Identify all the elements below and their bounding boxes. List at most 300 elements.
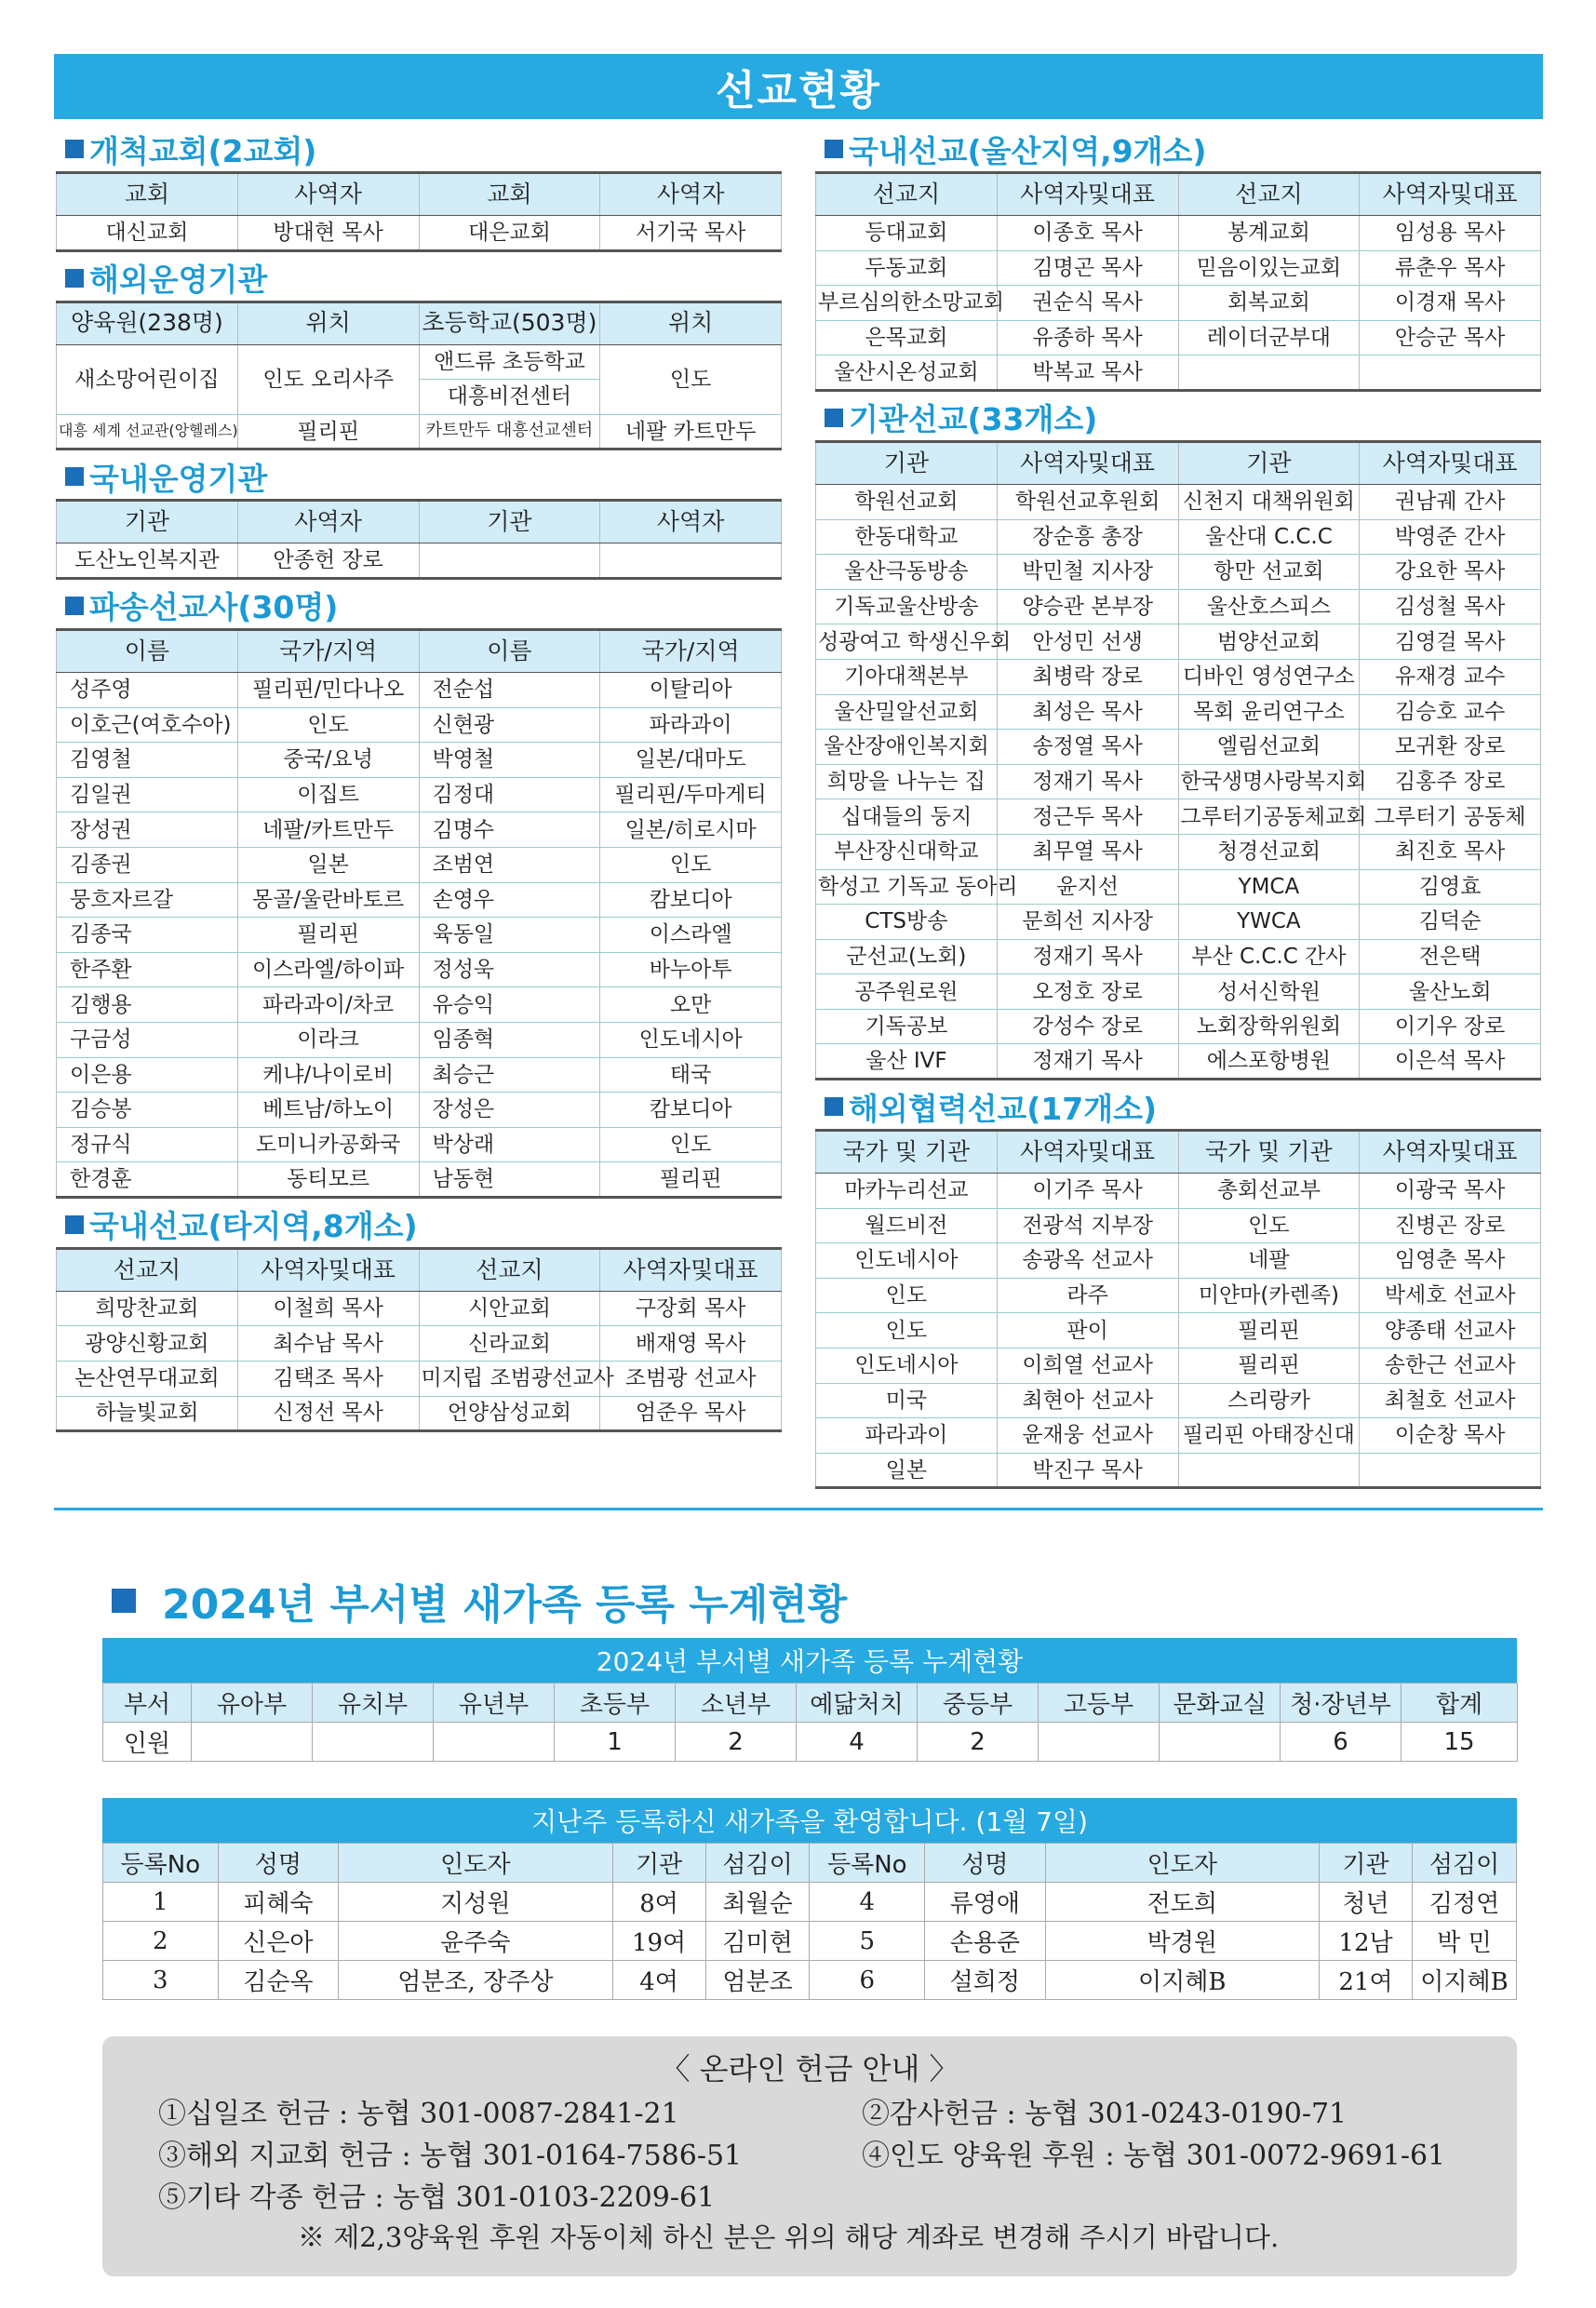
table-cell: 장성권 bbox=[57, 812, 238, 848]
table-cell: 최무열 목사 bbox=[997, 834, 1178, 869]
table-cell: 대흥비전센터 bbox=[419, 380, 600, 415]
table-header-cell: 사역자및대표 bbox=[600, 1248, 782, 1291]
table-cell bbox=[313, 1723, 434, 1762]
table-cell: 김미현 bbox=[705, 1922, 810, 1961]
table-cell: 인도 오리사주 bbox=[237, 344, 419, 414]
table-header-cell: 사역자및대표 bbox=[997, 173, 1178, 216]
table-cell: 김영효 bbox=[1360, 869, 1541, 905]
table-cell: 4 bbox=[810, 1883, 925, 1922]
table-cell: 하늘빛교회 bbox=[57, 1396, 238, 1431]
table-cell: 한국생명사랑복지회 bbox=[1178, 764, 1360, 799]
table-header-cell: 위치 bbox=[600, 302, 782, 344]
table-row bbox=[103, 1883, 1517, 1922]
table-row bbox=[816, 1278, 1541, 1313]
table-row bbox=[816, 1383, 1541, 1418]
table-header-cell: 사역자및대표 bbox=[997, 441, 1178, 484]
table-cell: 김명곤 목사 bbox=[997, 250, 1178, 286]
table-cell: 봉계교회 bbox=[1178, 216, 1360, 251]
table-cell: 등대교회 bbox=[816, 216, 998, 251]
welcome-table-title: 지난주 등록하신 새가족을 환영합니다. (1월 7일) bbox=[102, 1798, 1517, 1843]
table-header-cell: 기관 bbox=[1178, 441, 1360, 484]
table-header-cell: 교회 bbox=[57, 173, 238, 216]
table-cell: 미국 bbox=[816, 1383, 998, 1418]
table-cell: 모귀환 장로 bbox=[1360, 730, 1541, 765]
table-row bbox=[816, 624, 1541, 660]
table-cell: 캄보디아 bbox=[600, 1093, 782, 1128]
table-cell: 미얀마(카렌족) bbox=[1178, 1278, 1360, 1313]
table-cell: 엄분조 bbox=[705, 1961, 810, 2000]
table-header-cell: 청·장년부 bbox=[1281, 1684, 1402, 1723]
table-cell: 파라과이/차코 bbox=[237, 987, 419, 1023]
table-cell: 울산 IVF bbox=[816, 1044, 998, 1080]
table-header-row bbox=[57, 501, 782, 543]
table-cell: 필리핀 아태장신대 bbox=[1178, 1418, 1360, 1454]
table-cell: 동티모르 bbox=[237, 1162, 419, 1198]
section-title bbox=[56, 584, 782, 628]
table-cell bbox=[1178, 356, 1360, 391]
table-cell: 필리핀 bbox=[237, 414, 419, 450]
donation-note: ※ 제2,3양육원 후원 자동이체 하신 분은 위의 해당 계좌로 변경해 주시기 바랍니다. bbox=[298, 2221, 1280, 2253]
table-cell: 임영춘 목사 bbox=[1360, 1243, 1541, 1279]
table-cell: 인도 bbox=[237, 707, 419, 743]
table-header-cell: 사역자및대표 bbox=[237, 1248, 419, 1291]
table-cell: 미지립 조범광선교사 bbox=[419, 1362, 600, 1397]
table-cell: 서기국 목사 bbox=[600, 216, 782, 251]
table-row bbox=[57, 543, 782, 579]
table-cell: YWCA bbox=[1178, 905, 1360, 940]
table-cell: 최월순 bbox=[705, 1883, 810, 1922]
table-cell: 3 bbox=[103, 1961, 219, 2000]
section-table bbox=[815, 171, 1541, 392]
table-cell: 장성은 bbox=[419, 1093, 600, 1128]
table-cell: 1 bbox=[555, 1723, 676, 1762]
table-cell: 정성욱 bbox=[419, 952, 600, 987]
table-cell: 광양신황교회 bbox=[57, 1326, 238, 1362]
table-cell: 앤드류 초등학교 bbox=[419, 344, 600, 380]
table-header-row bbox=[816, 441, 1541, 484]
table-header-cell: 사역자및대표 bbox=[1360, 1131, 1541, 1174]
section-title-text: 개척교회(2교회) bbox=[89, 132, 317, 169]
table-cell bbox=[419, 543, 600, 579]
table-row bbox=[57, 987, 782, 1023]
table-cell: 범양선교회 bbox=[1178, 624, 1360, 660]
table-cell: 박복교 목사 bbox=[997, 356, 1178, 391]
table-cell: 군선교(노회) bbox=[816, 939, 998, 974]
table-cell: 김일권 bbox=[57, 777, 238, 812]
section-table bbox=[56, 499, 782, 580]
table-cell: 박상래 bbox=[419, 1127, 600, 1162]
table-cell: 이기우 장로 bbox=[1360, 1009, 1541, 1044]
table-row bbox=[57, 952, 782, 987]
table-cell: 기독공보 bbox=[816, 1009, 998, 1044]
table-row bbox=[816, 1208, 1541, 1243]
table-row bbox=[57, 1093, 782, 1128]
table-cell: 필리핀 bbox=[600, 1162, 782, 1198]
table-row bbox=[57, 344, 782, 380]
table-cell: 6 bbox=[1281, 1723, 1402, 1762]
table-row bbox=[816, 589, 1541, 624]
table-header-cell: 고등부 bbox=[1039, 1684, 1160, 1723]
table-cell: 십대들의 둥지 bbox=[816, 799, 998, 835]
table-header-cell: 국가/지역 bbox=[237, 629, 419, 672]
table-cell bbox=[1360, 356, 1541, 391]
table-row bbox=[57, 1326, 782, 1362]
table-header-row bbox=[57, 302, 782, 344]
registry-table-title: 2024년 부서별 새가족 등록 누계현황 bbox=[102, 1638, 1517, 1683]
table-header-row bbox=[816, 173, 1541, 216]
table-row bbox=[57, 918, 782, 953]
table-cell: 에스포항병원 bbox=[1178, 1044, 1360, 1080]
table-cell: 성광여고 학생신우회 bbox=[816, 624, 998, 660]
table-header-cell: 사역자 bbox=[600, 173, 782, 216]
table-row bbox=[57, 672, 782, 707]
table-cell: 최승근 bbox=[419, 1057, 600, 1093]
table-header-cell: 위치 bbox=[237, 302, 419, 344]
table-header-row bbox=[816, 1131, 1541, 1174]
table-cell: 양종태 선교사 bbox=[1360, 1313, 1541, 1349]
table-header-row bbox=[57, 1248, 782, 1291]
table-cell: 일본 bbox=[816, 1453, 998, 1488]
table-cell: 울산호스피스 bbox=[1178, 589, 1360, 624]
table-header-cell: 문화교실 bbox=[1160, 1684, 1281, 1723]
table-cell: 최현아 선교사 bbox=[997, 1383, 1178, 1418]
table-cell: 손영우 bbox=[419, 882, 600, 918]
table-cell: 시안교회 bbox=[419, 1291, 600, 1326]
table-cell: 부르심의한소망교회 bbox=[816, 286, 998, 321]
table-cell: 이집트 bbox=[237, 777, 419, 812]
table-cell: 양승관 본부장 bbox=[997, 589, 1178, 624]
table-cell: 박영철 bbox=[419, 743, 600, 778]
table-cell: 카트만두 대흥선교센터 bbox=[419, 414, 600, 450]
table-cell: 2 bbox=[676, 1723, 797, 1762]
table-row bbox=[816, 694, 1541, 730]
table-cell: 마카누리선교 bbox=[816, 1174, 998, 1209]
table-cell: 인도 bbox=[1178, 1208, 1360, 1243]
table-cell: 신정선 목사 bbox=[237, 1396, 419, 1431]
table-row bbox=[816, 519, 1541, 555]
table-cell: 류춘우 목사 bbox=[1360, 250, 1541, 286]
donation-box bbox=[102, 2036, 1517, 2276]
table-cell: 그루터기 공동체 bbox=[1360, 799, 1541, 835]
table-cell: 안성민 선생 bbox=[997, 624, 1178, 660]
table-cell: 이은석 목사 bbox=[1360, 1044, 1541, 1080]
table-cell: 박영준 간사 bbox=[1360, 519, 1541, 555]
table-header-cell: 양육원(238명) bbox=[57, 302, 238, 344]
table-cell: 인도 bbox=[600, 1127, 782, 1162]
table-cell: 노회장학위원회 bbox=[1178, 1009, 1360, 1044]
table-cell: 김종권 bbox=[57, 847, 238, 882]
table-header-cell: 사역자 bbox=[600, 501, 782, 543]
table-cell: 임종혁 bbox=[419, 1022, 600, 1057]
table-cell: 인도 bbox=[816, 1278, 998, 1313]
table-cell: 정재기 목사 bbox=[997, 1044, 1178, 1080]
table-cell: 진병곤 장로 bbox=[1360, 1208, 1541, 1243]
table-cell: 엄준우 목사 bbox=[600, 1396, 782, 1431]
table-row bbox=[57, 1127, 782, 1162]
table-row bbox=[816, 905, 1541, 940]
table-row bbox=[816, 939, 1541, 974]
table-cell: 엘림선교회 bbox=[1178, 730, 1360, 765]
table-cell: 윤지선 bbox=[997, 869, 1178, 905]
table-cell: 성서신학원 bbox=[1178, 974, 1360, 1010]
table-cell: 네팔/카트만두 bbox=[237, 812, 419, 848]
table-cell: 설희정 bbox=[925, 1961, 1046, 2000]
table-cell: 중국/요녕 bbox=[237, 743, 419, 778]
table-row bbox=[816, 764, 1541, 799]
table-cell: 전순섭 bbox=[419, 672, 600, 707]
table-row bbox=[816, 730, 1541, 765]
table-cell: 윤재웅 선교사 bbox=[997, 1418, 1178, 1454]
table-cell: 피혜숙 bbox=[218, 1883, 339, 1922]
table-cell: 김행용 bbox=[57, 987, 238, 1023]
table-cell bbox=[192, 1723, 313, 1762]
table-cell: 항만 선교회 bbox=[1178, 555, 1360, 590]
page-banner: 선교현황 bbox=[54, 54, 1543, 119]
table-cell: 이광국 목사 bbox=[1360, 1174, 1541, 1209]
table-cell: 김승봉 bbox=[57, 1093, 238, 1128]
square-bullet-icon bbox=[65, 467, 84, 486]
table-cell: 학원선교회 bbox=[816, 484, 998, 519]
table-header-cell: 기관 bbox=[419, 501, 600, 543]
table-row bbox=[57, 1057, 782, 1093]
table-cell: 청경선교회 bbox=[1178, 834, 1360, 869]
table-cell: 최병락 장로 bbox=[997, 659, 1178, 694]
table-cell: 안종헌 장로 bbox=[237, 543, 419, 579]
table-header-cell: 성명 bbox=[925, 1844, 1046, 1883]
table-cell bbox=[434, 1723, 555, 1762]
registry-table-box bbox=[102, 1638, 1517, 1762]
table-cell: 네팔 카트만두 bbox=[600, 414, 782, 450]
table-cell: 뭉흐자르갈 bbox=[57, 882, 238, 918]
table-header-row bbox=[103, 1684, 1518, 1723]
table-row bbox=[816, 1174, 1541, 1209]
table-row bbox=[816, 216, 1541, 251]
table-cell: 최진호 목사 bbox=[1360, 834, 1541, 869]
table-cell: 캄보디아 bbox=[600, 882, 782, 918]
table-cell: 월드비전 bbox=[816, 1208, 998, 1243]
table-header-cell: 유년부 bbox=[434, 1684, 555, 1723]
table-cell: 희망찬교회 bbox=[57, 1291, 238, 1326]
table-cell: 디바인 영성연구소 bbox=[1178, 659, 1360, 694]
table-row bbox=[816, 1418, 1541, 1454]
table-cell: 송한근 선교사 bbox=[1360, 1349, 1541, 1384]
table-cell: 한경훈 bbox=[57, 1162, 238, 1198]
table-cell: 이스라엘/하이파 bbox=[237, 952, 419, 987]
table-cell: 전광석 지부장 bbox=[997, 1208, 1178, 1243]
table-header-cell: 기관 bbox=[1319, 1844, 1412, 1883]
table-cell: 정규식 bbox=[57, 1127, 238, 1162]
table-cell bbox=[1160, 1723, 1281, 1762]
square-bullet-icon bbox=[825, 409, 843, 427]
table-row bbox=[57, 414, 782, 450]
section-title bbox=[56, 454, 782, 499]
section-title bbox=[815, 127, 1541, 171]
table-row bbox=[816, 974, 1541, 1010]
table-row bbox=[816, 1313, 1541, 1349]
table-header-row bbox=[103, 1844, 1517, 1883]
donation-title: 〈 온라인 헌금 안내 〉 bbox=[660, 2051, 959, 2087]
table-cell: 파라과이 bbox=[600, 707, 782, 743]
table-header-cell: 초등학교(503명) bbox=[419, 302, 600, 344]
table-cell: 21여 bbox=[1319, 1961, 1412, 2000]
table-cell: 파라과이 bbox=[816, 1418, 998, 1454]
table-cell: 안승군 목사 bbox=[1360, 320, 1541, 356]
table-cell: 울산밀알선교회 bbox=[816, 694, 998, 730]
table-header-cell: 인도자 bbox=[339, 1844, 612, 1883]
table-cell: 이지혜B bbox=[1413, 1961, 1517, 2000]
table-cell: 장순흥 총장 bbox=[997, 519, 1178, 555]
table-cell: 기독교울산방송 bbox=[816, 589, 998, 624]
table-cell: 류영애 bbox=[925, 1883, 1046, 1922]
table-cell: 언양삼성교회 bbox=[419, 1396, 600, 1431]
table-header-cell: 선교지 bbox=[57, 1248, 238, 1291]
table-row bbox=[816, 484, 1541, 519]
table-cell: 공주원로원 bbox=[816, 974, 998, 1010]
table-cell: 김명수 bbox=[419, 812, 600, 848]
table-cell: 대신교회 bbox=[57, 216, 238, 251]
section-title bbox=[56, 1202, 782, 1247]
table-cell: 한동대학교 bbox=[816, 519, 998, 555]
table-header-cell: 부서 bbox=[103, 1684, 192, 1723]
table-cell: 두동교회 bbox=[816, 250, 998, 286]
table-header-cell: 이름 bbox=[57, 629, 238, 672]
table-cell: 대흥 세계 선교관(앙헬레스) bbox=[57, 414, 238, 450]
table-row bbox=[57, 216, 782, 251]
table-cell: 케냐/나이로비 bbox=[237, 1057, 419, 1093]
table-header-cell: 합계 bbox=[1402, 1684, 1518, 1723]
table-cell bbox=[600, 543, 782, 579]
table-header-cell: 사역자및대표 bbox=[997, 1131, 1178, 1174]
table-row bbox=[57, 847, 782, 882]
table-header-cell: 기관 bbox=[816, 441, 998, 484]
table-cell: 8여 bbox=[612, 1883, 705, 1922]
table-header-row bbox=[57, 173, 782, 216]
table-header-cell: 중등부 bbox=[918, 1684, 1039, 1723]
table-cell: 부산 C.C.C 간사 bbox=[1178, 939, 1360, 974]
table-cell: 육동일 bbox=[419, 918, 600, 953]
table-cell: 이지혜B bbox=[1045, 1961, 1319, 2000]
table-cell: 엄분조, 장주상 bbox=[339, 1961, 612, 2000]
section-title bbox=[56, 256, 782, 301]
table-cell: 유재경 교수 bbox=[1360, 659, 1541, 694]
table-cell: 정근두 목사 bbox=[997, 799, 1178, 835]
table-cell: 울산노회 bbox=[1360, 974, 1541, 1010]
table-cell: 베트남/하노이 bbox=[237, 1093, 419, 1128]
table-header-cell: 초등부 bbox=[555, 1684, 676, 1723]
table-row bbox=[57, 743, 782, 778]
table-cell: 남동현 bbox=[419, 1162, 600, 1198]
table-cell: 박진구 목사 bbox=[997, 1453, 1178, 1488]
table-row bbox=[57, 1291, 782, 1326]
table-cell: 권남궤 간사 bbox=[1360, 484, 1541, 519]
table-cell: 전은택 bbox=[1360, 939, 1541, 974]
table-cell: 전도희 bbox=[1045, 1883, 1319, 1922]
table-cell: 이탈리아 bbox=[600, 672, 782, 707]
table-header-cell: 교회 bbox=[419, 173, 600, 216]
table-cell: 조범광 선교사 bbox=[600, 1362, 782, 1397]
square-bullet-icon bbox=[65, 269, 84, 288]
table-cell: 이기주 목사 bbox=[997, 1174, 1178, 1209]
table-cell: 구장회 목사 bbox=[600, 1291, 782, 1326]
section-table bbox=[56, 301, 782, 451]
table-cell: 임성용 목사 bbox=[1360, 216, 1541, 251]
table-cell: 일본/히로시마 bbox=[600, 812, 782, 848]
table-cell: YMCA bbox=[1178, 869, 1360, 905]
table-cell: 이순창 목사 bbox=[1360, 1418, 1541, 1454]
table-cell: 손용준 bbox=[925, 1922, 1046, 1961]
right-column bbox=[815, 123, 1541, 1489]
table-header-cell: 사역자 bbox=[237, 501, 419, 543]
table-header-cell: 사역자및대표 bbox=[1360, 441, 1541, 484]
table-cell: 라주 bbox=[997, 1278, 1178, 1313]
table-cell: 정재기 목사 bbox=[997, 764, 1178, 799]
table-cell: 성주영 bbox=[57, 672, 238, 707]
table-cell: 김종국 bbox=[57, 918, 238, 953]
table-cell: 네팔 bbox=[1178, 1243, 1360, 1279]
table-row bbox=[816, 799, 1541, 835]
table-cell: 김택조 목사 bbox=[237, 1362, 419, 1397]
table-header-cell: 선교지 bbox=[419, 1248, 600, 1291]
table-cell: 울산시온성교회 bbox=[816, 356, 998, 391]
table-cell: 2 bbox=[103, 1922, 219, 1961]
square-bullet-icon bbox=[65, 597, 84, 615]
table-header-cell: 등록No bbox=[810, 1844, 925, 1883]
table-header-cell: 성명 bbox=[218, 1844, 339, 1883]
table-cell: 5 bbox=[810, 1922, 925, 1961]
table-cell: 김정대 bbox=[419, 777, 600, 812]
table-cell: 도미니카공화국 bbox=[237, 1127, 419, 1162]
table-cell: 일본/대마도 bbox=[600, 743, 782, 778]
table-cell: 김승호 교수 bbox=[1360, 694, 1541, 730]
table-header-cell: 소년부 bbox=[676, 1684, 797, 1723]
table-header-cell: 선교지 bbox=[1178, 173, 1360, 216]
table-cell: 유승익 bbox=[419, 987, 600, 1023]
table-row bbox=[57, 882, 782, 918]
table-cell: 한주환 bbox=[57, 952, 238, 987]
table-cell: 신현광 bbox=[419, 707, 600, 743]
welcome-table bbox=[102, 1843, 1517, 2000]
table-cell: 이은용 bbox=[57, 1057, 238, 1093]
registry-heading bbox=[112, 1571, 847, 1630]
table-cell: 인도네시아 bbox=[816, 1243, 998, 1279]
section-title-text: 기관선교(33개소) bbox=[849, 401, 1098, 438]
table-cell: 청년 bbox=[1319, 1883, 1412, 1922]
table-cell: 권순식 목사 bbox=[997, 286, 1178, 321]
welcome-table-box bbox=[102, 1798, 1517, 2000]
table-cell bbox=[1039, 1723, 1160, 1762]
table-cell: 이철희 목사 bbox=[237, 1291, 419, 1326]
table-cell: 총회선교부 bbox=[1178, 1174, 1360, 1209]
donation-line: ①십일조 헌금 : 농협 301-0087-2841-21 bbox=[158, 2098, 679, 2130]
table-cell: 신천지 대책위원회 bbox=[1178, 484, 1360, 519]
table-cell: 송정열 목사 bbox=[997, 730, 1178, 765]
table-row bbox=[816, 356, 1541, 391]
table-row bbox=[816, 1349, 1541, 1384]
table-cell: 바누아투 bbox=[600, 952, 782, 987]
table-row bbox=[816, 1453, 1541, 1488]
table-cell: 조범연 bbox=[419, 847, 600, 882]
section-table bbox=[56, 171, 782, 252]
table-row bbox=[816, 1243, 1541, 1279]
table-header-cell: 섬김이 bbox=[1413, 1844, 1517, 1883]
table-row bbox=[816, 320, 1541, 356]
table-cell: 최성은 목사 bbox=[997, 694, 1178, 730]
table-header-cell: 유아부 bbox=[192, 1684, 313, 1723]
table-cell: 방대현 목사 bbox=[237, 216, 419, 251]
square-bullet-icon bbox=[65, 140, 84, 158]
table-cell: 희망을 나누는 집 bbox=[816, 764, 998, 799]
table-cell: 스리랑카 bbox=[1178, 1383, 1360, 1418]
